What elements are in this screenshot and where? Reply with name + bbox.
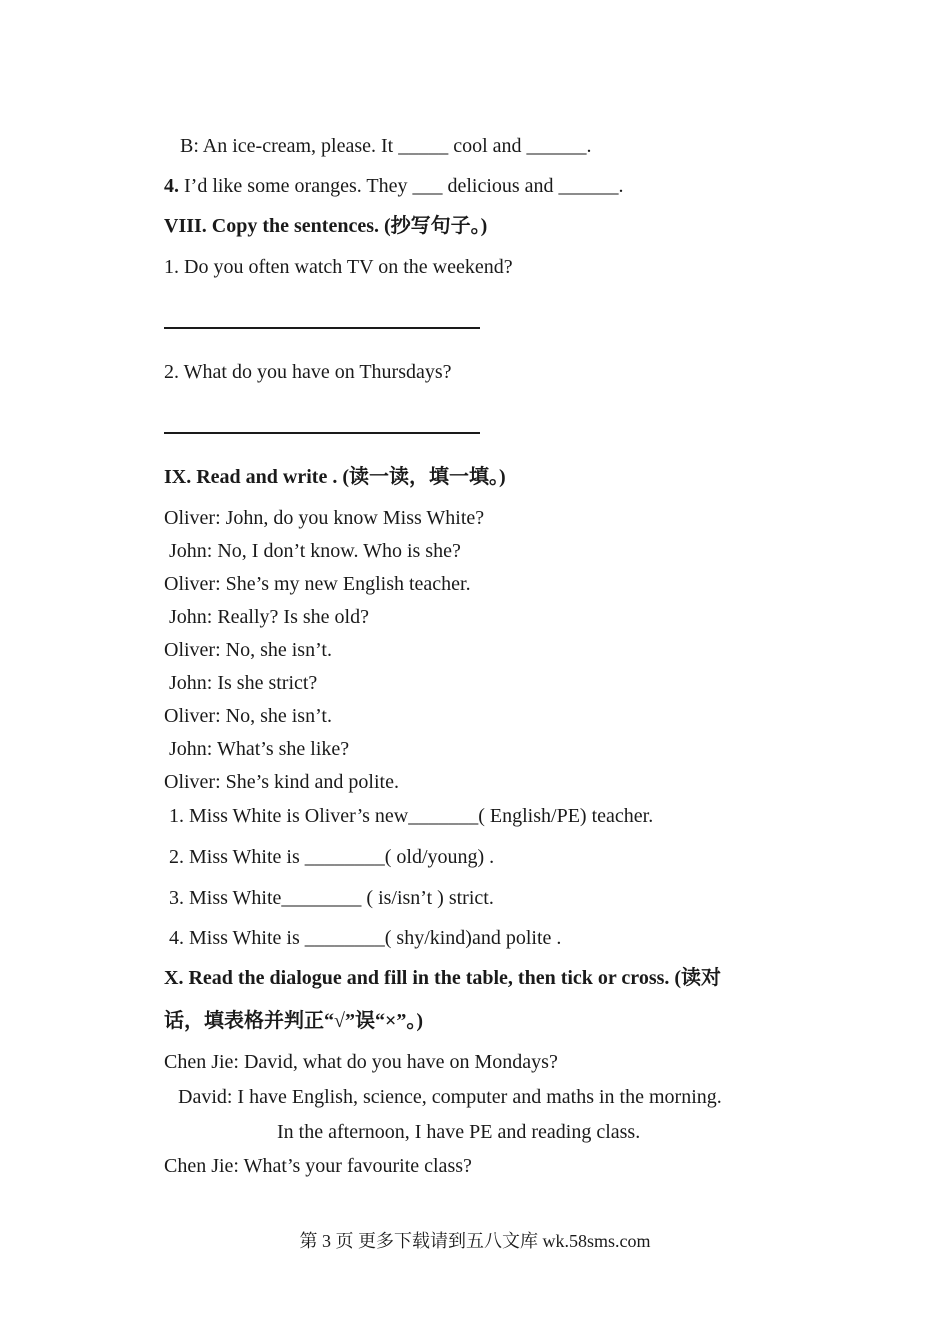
copy-answer-line-1 <box>164 327 480 329</box>
dialogue-line: Oliver: John, do you know Miss White? <box>164 507 485 529</box>
copy-sentence-1: 1. Do you often watch TV on the weekend? <box>164 256 513 278</box>
copy-answer-line-2 <box>164 432 480 434</box>
dialogue-line: John: What’s she like? <box>164 738 350 760</box>
dialogue-line: Oliver: She’s my new English teacher. <box>164 573 471 595</box>
dialogue-line: Chen Jie: David, what do you have on Mondays? <box>164 1051 558 1073</box>
fill-question: 1. Miss White is Oliver’s new_______( English/PE) teacher. <box>164 805 654 827</box>
dialogue-line: John: No, I don’t know. Who is she? <box>164 540 461 562</box>
fill-question: 4. Miss White is ________( shy/kind)and polite . <box>164 927 562 949</box>
section-9-heading: IX. Read and write . (读一读，填一填。) <box>164 466 506 488</box>
dialogue-line: Oliver: She’s kind and polite. <box>164 771 399 793</box>
section-8-heading: VIII. Copy the sentences. (抄写句子。) <box>164 215 488 237</box>
dialogue-line: Chen Jie: What’s your favourite class? <box>164 1155 472 1177</box>
q7-line-b: B: An ice-cream, please. It _____ cool and ______. <box>180 135 592 157</box>
dialogue-line: Oliver: No, she isn’t. <box>164 705 332 727</box>
item-text: I’d like some oranges. They ___ delicious and ______. <box>179 175 624 197</box>
section-10-heading-line-2: 话，填表格并判正“√”误“×”。) <box>164 1010 424 1032</box>
dialogue-line: In the afternoon, I have PE and reading class. <box>277 1121 641 1143</box>
dialogue-line: Oliver: No, she isn’t. <box>164 639 332 661</box>
dialogue-line: John: Really? Is she old? <box>164 606 369 628</box>
dialogue-line: John: Is she strict? <box>164 672 318 694</box>
page-footer: 第 3 页 更多下载请到五八文库 wk.58sms.com <box>299 1231 651 1251</box>
fill-question: 3. Miss White________ ( is/isn’t ) strict. <box>164 887 494 909</box>
item-number: 4. <box>164 175 179 197</box>
fill-question: 2. Miss White is ________( old/young) . <box>164 846 495 868</box>
section-10-heading-line-1: X. Read the dialogue and fill in the table, then tick or cross. (读对 <box>164 967 722 989</box>
q7-item-4 <box>164 174 624 198</box>
copy-sentence-2: 2. What do you have on Thursdays? <box>164 361 452 383</box>
dialogue-line: David: I have English, science, computer and maths in the morning. <box>178 1086 722 1108</box>
